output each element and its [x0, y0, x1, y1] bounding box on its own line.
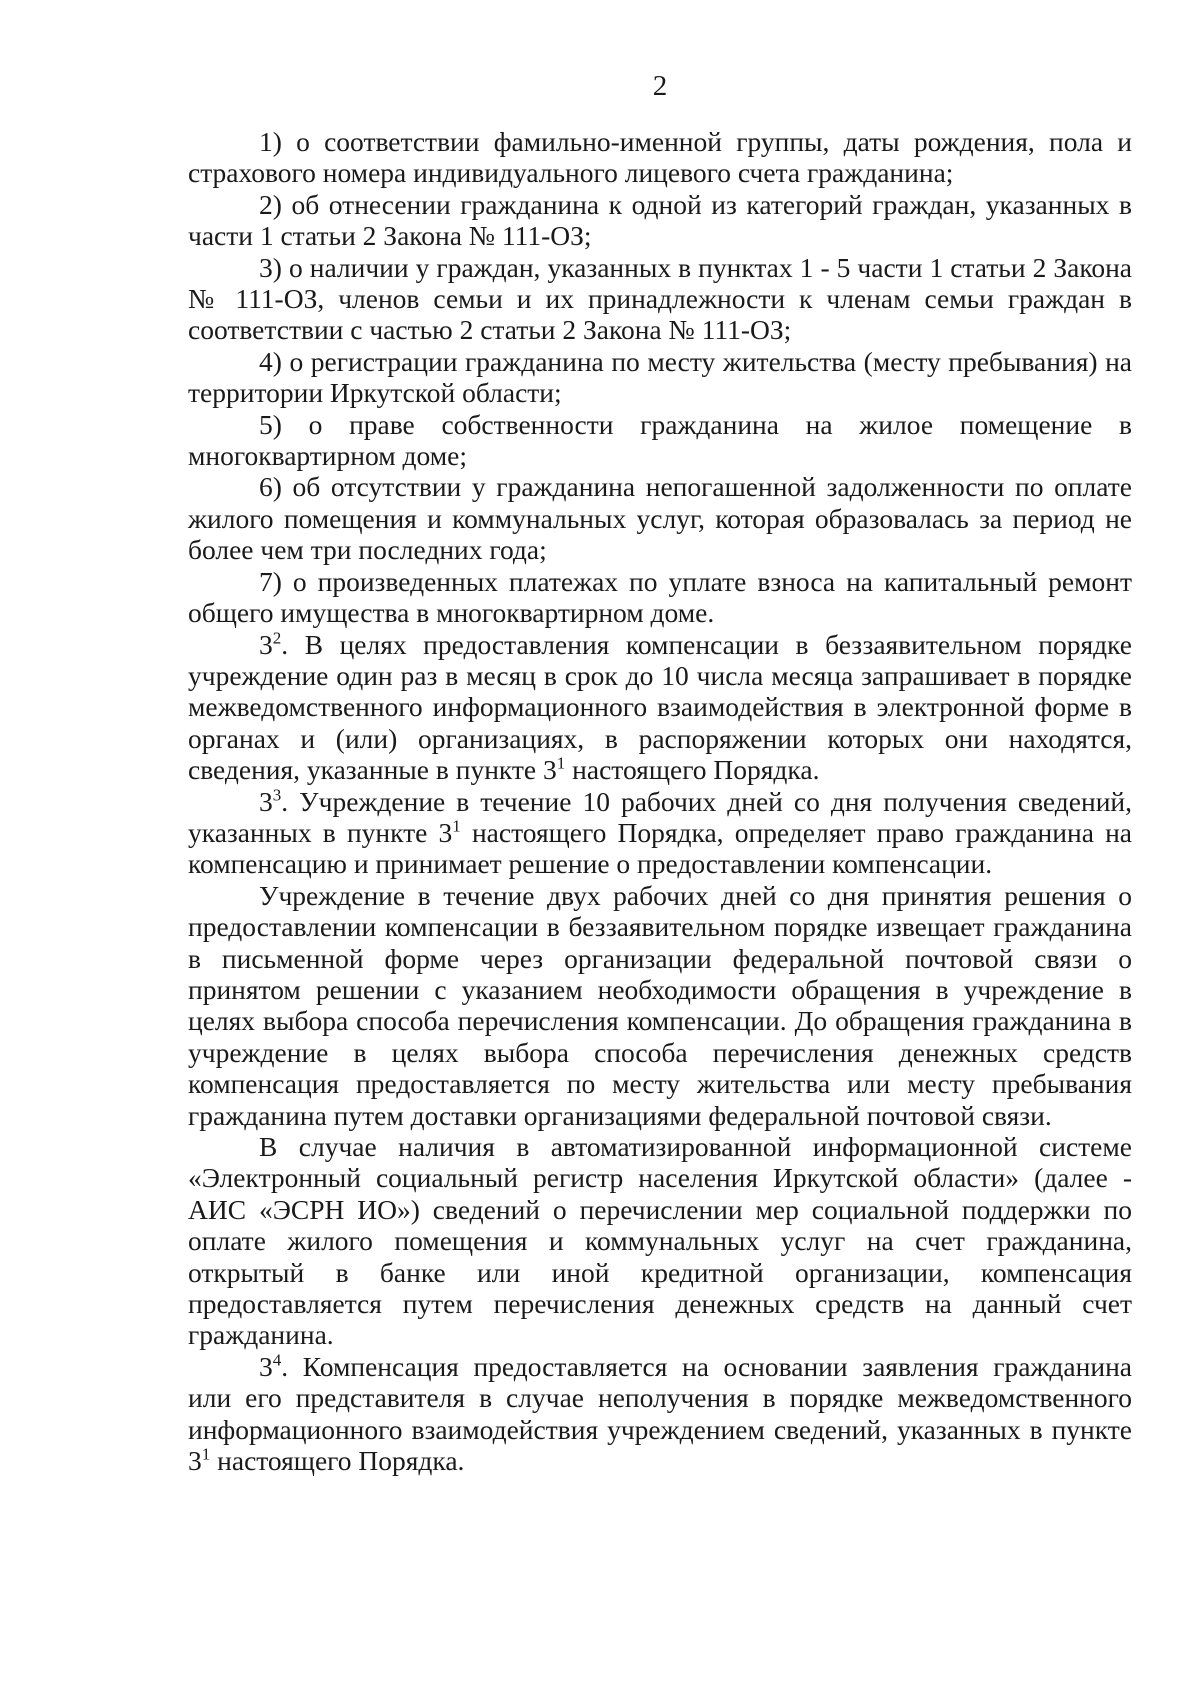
list-item-3: 3) о наличии у граждан, указанных в пунктах 1 - 5 части 1 статьи 2 Закона № 111-ОЗ, членов семьи и их принадлежности к членам семьи граждан в соответствии с частью 2 статьи 2 Закона № 111-ОЗ;	[188, 251, 1132, 346]
page-number: 2	[652, 70, 668, 102]
ais-paragraph: В случае наличия в автоматизированной информационной системе «Электронный социальный регистр населения Иркутской области» (далее - АИС «ЭСРН ИО») сведений о перечислении мер социальной поддержки по оплате жилого помещения и коммунальных услуг на счет гражданина, открытый в банке или иной кредитной организации, компенсация предоставляется путем перечисления денежных средств на данный счет гражданина.	[188, 1131, 1132, 1351]
superscript: 1	[452, 816, 461, 836]
superscript: 1	[201, 1444, 211, 1464]
list-item-6: 6) об отсутствии у гражданина непогашенной задолженности по оплате жилого помещения и коммунальных услуг, которая образовалась за период не более чем три последних года;	[188, 471, 1132, 566]
list-item-5: 5) о праве собственности гражданина на жилое помещение в многоквартирном доме;	[188, 408, 1132, 472]
notice-paragraph: Учреждение в течение двух рабочих дней со дня принятия решения о предоставлении компенсации в беззаявительном порядке извещает гражданина в письменной форме через организации федеральной почтовой связи о принятом решении с указанием необходимости обращения в учреждение в целях выбора способа перечисления компенсации. До обращения гражданина в учреждение в целях выбора способа перечисления денежных средств компенсация предоставляется по месту жительства или месту пребывания гражданина путем доставки организациями федеральной почтовой связи.	[188, 879, 1132, 1131]
clause-3-4: $3^4$. Компенсация предоставляется на основании заявления гражданина или его представителя в случае неполучения в порядке межведомственного информационного взаимодействия учреждением сведений, указанных в пункте $3^1$ настоящего Порядка.	[188, 1350, 1132, 1477]
list-item-4: 4) о регистрации гражданина по месту жительства (месту пребывания) на территории Иркутской области;	[188, 345, 1132, 409]
document-body	[188, 126, 1132, 1476]
list-item-1: 1) о соответствии фамильно-именной группы, даты рождения, пола и страхового номера индивидуального лицевого счета гражданина;	[188, 126, 1132, 189]
list-item-7: 7) о произведенных платежах по уплате взноса на капитальный ремонт общего имущества в многоквартирном доме.	[188, 565, 1132, 629]
list-item-2: 2) об отнесении гражданина к одной из категорий граждан, указанных в части 1 статьи 2 Закона № 111-ОЗ;	[188, 188, 1132, 252]
superscript: 3	[272, 784, 282, 804]
superscript: 2	[272, 627, 282, 647]
superscript: 1	[556, 753, 566, 773]
clause-3-2: $3^2$. В целях предоставления компенсации в беззаявительном порядке учреждение один раз в месяц в срок до 10 числа месяца запрашивает в порядке межведомственного информационного взаимодействия в электронной форме в органах и (или) организациях, в распоряжении которых они находятся, сведения, указанные в пункте $3^1$ настоящего Порядка.	[188, 627, 1132, 786]
superscript: 4	[272, 1350, 282, 1370]
clause-3-3: $3^3$. Учреждение в течение 10 рабочих дней со дня получения сведений, указанных в пункте $3^1$ настоящего Порядка, определяет право гражданина на компенсацию и принимает решение о предоставлении компенсации.	[188, 784, 1132, 880]
